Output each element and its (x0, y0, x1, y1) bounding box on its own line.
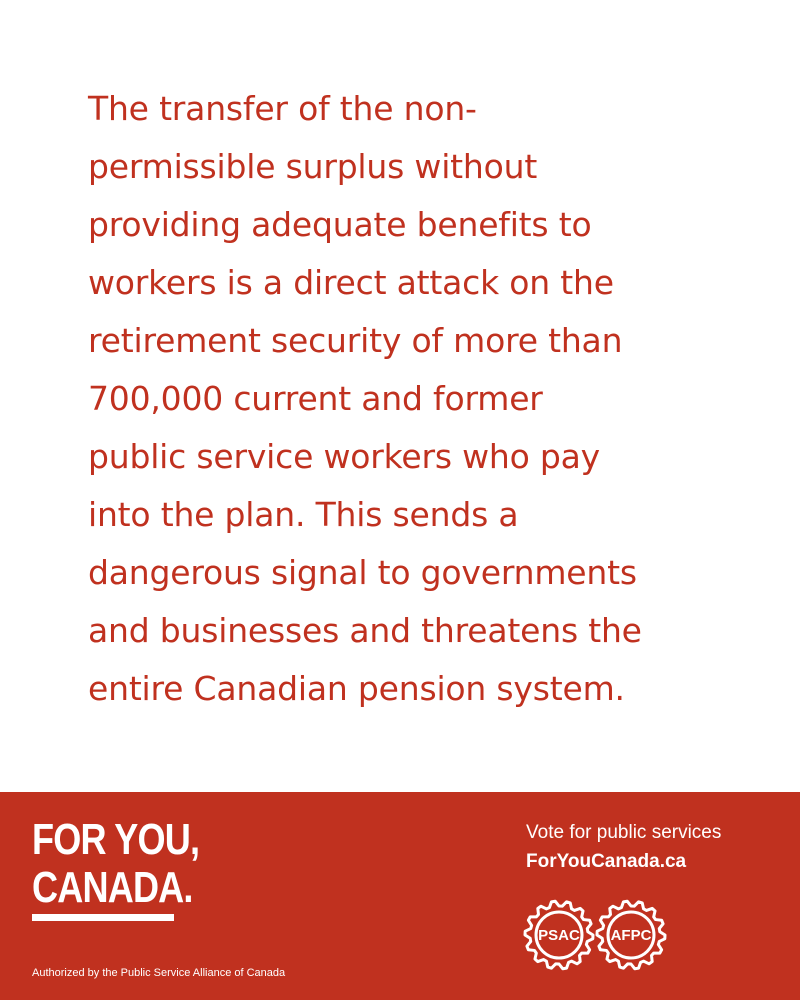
quote-line-1: The transfer of the non- (88, 89, 477, 128)
footer-banner (0, 792, 800, 1000)
brand-underline (32, 914, 174, 921)
quote-line-4: workers is a direct attack on the (88, 263, 614, 302)
brand-line-2: CANADA. (32, 863, 193, 912)
union-logos-svg (520, 896, 670, 974)
authorization-notice: Authorized by the Public Service Alliance of Canada (32, 967, 286, 979)
union-logos (520, 896, 670, 974)
website-link[interactable]: ForYouCanada.ca (526, 851, 687, 872)
quote-text (88, 80, 728, 718)
quote-line-5: retirement security of more than (88, 321, 623, 360)
quote-line-11: entire Canadian pension system. (88, 669, 625, 708)
brand-logo (32, 816, 232, 921)
afpc-logo-text: AFPC (610, 927, 652, 944)
quote-line-8: into the plan. This sends a (88, 495, 519, 534)
quote-line-10: and businesses and threatens the (88, 611, 642, 650)
vote-tagline: Vote for public services (526, 822, 722, 843)
quote-line-2: permissible surplus without (88, 147, 538, 186)
psac-logo-text: PSAC (538, 927, 580, 944)
quote-line-7: public service workers who pay (88, 437, 600, 476)
quote-line-9: dangerous signal to governments (88, 553, 637, 592)
brand-line-1: FOR YOU, (32, 815, 200, 864)
quote-line-3: providing adequate benefits to (88, 205, 592, 244)
quote-line-6: 700,000 current and former (88, 379, 543, 418)
